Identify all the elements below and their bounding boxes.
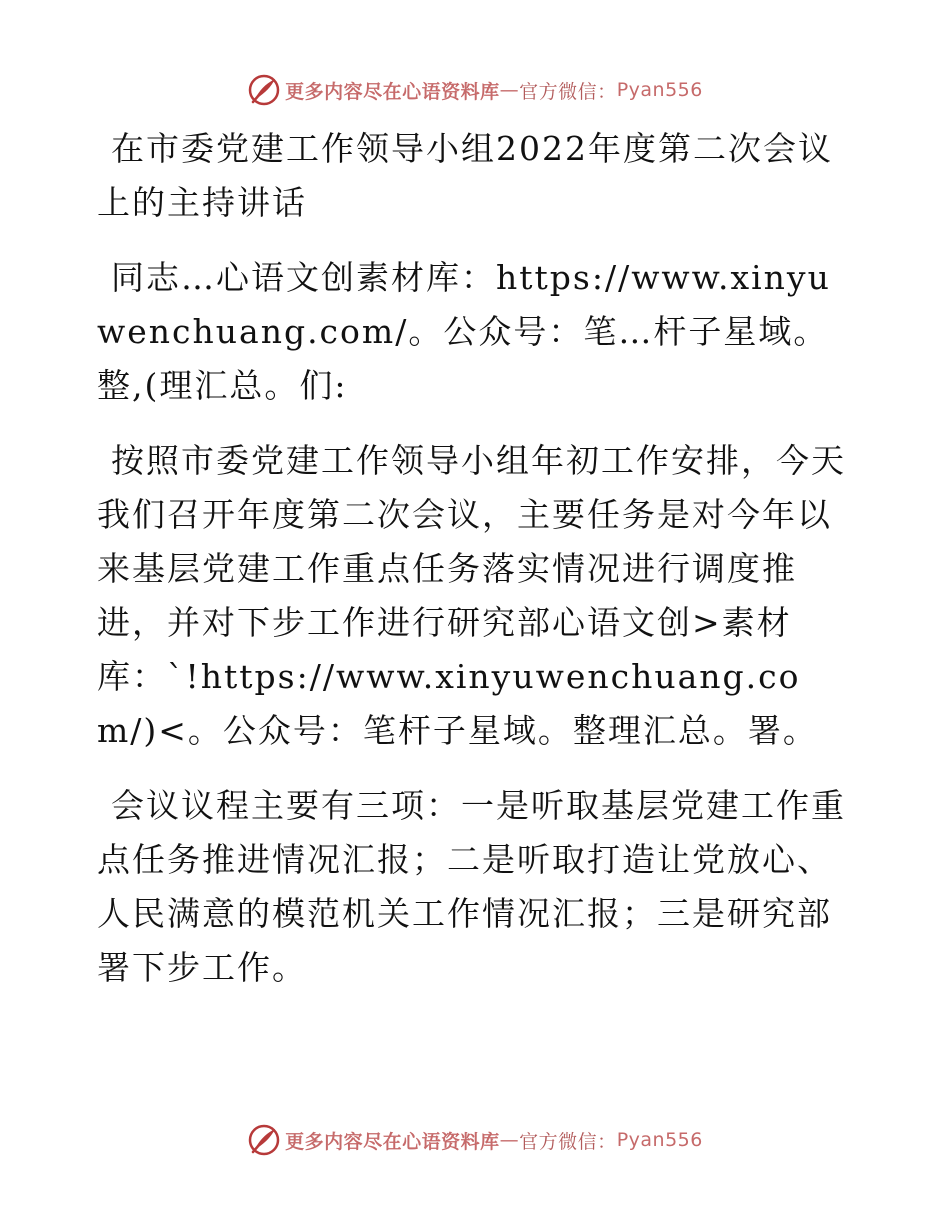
banner-wechat-id: Pyan556 <box>616 1129 703 1151</box>
document-body <box>97 122 857 1016</box>
quill-pen-logo-icon <box>247 1123 281 1157</box>
paragraph-greeting: 同志…心语文创素材库：https://www.xinyuwenchuang.com/。公众号：笔…杆子星域。整,(理汇总。们: <box>97 258 831 405</box>
banner-text: 更多内容尽在心语资料库 <box>285 1130 500 1153</box>
banner-dash: — <box>499 1129 520 1151</box>
document-title: 在市委党建工作领导小组2022年度第二次会议上的主持讲话 <box>97 129 833 222</box>
paragraph-agenda: 会议议程主要有三项：一是听取基层党建工作重点任务推进情况汇报；二是听取打造让党放心、人民满意的模范机关工作情况汇报；三是研究部署下步工作。 <box>97 786 846 987</box>
quill-pen-logo-icon <box>247 73 281 107</box>
footer-banner <box>0 1120 950 1160</box>
banner-label: 官方微信： <box>519 1130 617 1153</box>
banner-dash: — <box>499 79 520 101</box>
paragraph-purpose: 按照市委党建工作领导小组年初工作安排，今天我们召开年度第二次会议，主要任务是对今年以来基层党建工作重点任务落实情况进行调度推进，并对下步工作进行研究部心语文创>素材库：`!https://www.xinyuwenchuang.com/)<。公众号：笔杆子星域。整理汇总。署。 <box>97 441 846 750</box>
header-banner <box>0 70 950 110</box>
banner-text: 更多内容尽在心语资料库 <box>285 80 500 103</box>
banner-wechat-id: Pyan556 <box>616 79 703 101</box>
banner-label: 官方微信： <box>519 80 617 103</box>
